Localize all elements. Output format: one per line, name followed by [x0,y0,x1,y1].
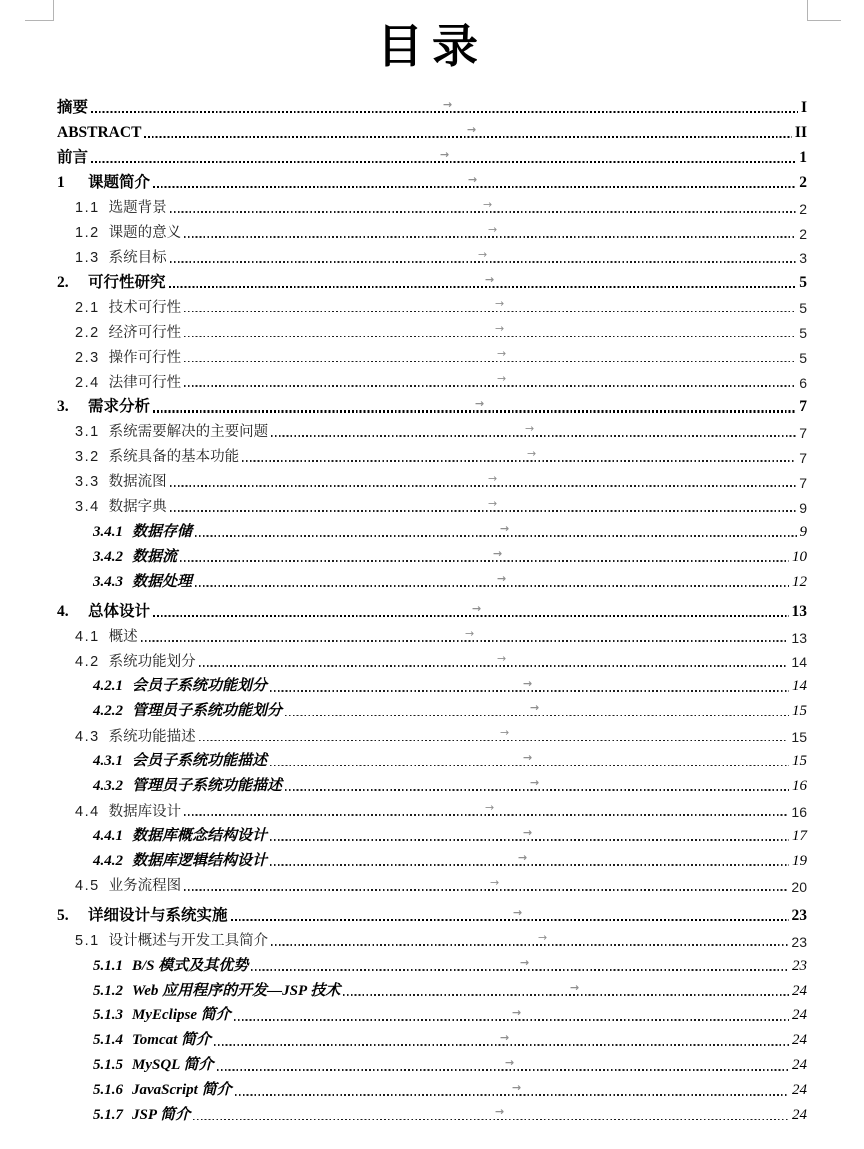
dot-leader [169,267,797,292]
tab-mark-icon: → [440,147,450,161]
toc-entry-label: 数据处理 [132,573,193,590]
toc-entry-page: I [800,99,807,117]
toc-entry-number: 3.3 [75,474,100,491]
toc-entry[interactable] [57,596,807,621]
tab-mark-icon: → [518,851,528,865]
toc-entry[interactable] [57,292,807,317]
toc-entry[interactable] [57,1075,807,1100]
toc-entry-label: 数据字典 [108,499,167,516]
toc-entry[interactable] [57,795,807,820]
toc-entry-number: 2.4 [75,374,100,391]
toc-entry[interactable] [57,820,807,845]
toc-entry-page: 15 [792,753,807,770]
dot-leader [270,845,789,870]
toc-entry-number: 4.5 [75,878,100,895]
tab-mark-icon: → [500,1030,510,1044]
toc-entry-number: 1.2 [75,224,100,241]
toc-entry-label: 前言 [57,149,89,166]
toc-entry-page: 23 [792,957,807,974]
tab-mark-icon: → [467,122,477,136]
tab-mark-icon: → [520,955,530,969]
tab-mark-icon: → [495,297,505,311]
toc-entry-page: 15 [792,703,807,720]
toc-entry-number: 3. [57,398,69,416]
tab-mark-icon: → [500,521,510,535]
toc-entry-page: 24 [792,982,807,999]
toc-entry-label: 系统具备的基本功能 [108,449,240,466]
toc-entry-label: 概述 [108,628,138,645]
toc-entry-number: 3.4.1 [93,523,123,540]
toc-entry-page: 20 [791,878,807,895]
toc-entry-number: 3.1 [75,424,100,441]
toc-entry-number: 3.4.3 [93,573,123,590]
toc-entry-page: 13 [791,629,807,646]
dot-leader [193,1100,789,1125]
dot-leader [170,466,797,491]
toc-entry-page: 24 [792,1082,807,1099]
tab-mark-icon: → [497,347,507,361]
toc-entry[interactable] [57,1100,807,1125]
toc-entry-label: 可行性研究 [88,273,166,291]
toc-entry-page: 24 [792,1057,807,1074]
tab-mark-icon: → [523,676,533,690]
toc-entry-page: 14 [791,654,807,671]
dot-leader [343,975,789,1000]
toc-entry-number: 2.3 [75,349,100,366]
toc-entry[interactable] [57,1000,807,1025]
toc-entry-label: 数据流图 [108,474,167,491]
toc-entry-label: MyEclipse 简介 [132,1007,231,1024]
tab-mark-icon: → [538,930,548,944]
tab-mark-icon: → [530,776,540,790]
toc-entry-page: 5 [799,325,807,342]
toc-entry-label: 课题的意义 [108,224,182,241]
tab-mark-icon: → [530,701,540,715]
toc-entry-label: 详细设计与系统实施 [88,907,228,925]
toc-entry-page: 1 [799,149,807,166]
dot-leader [153,596,788,621]
toc-entry-page: 6 [799,375,807,392]
toc-entry[interactable] [57,845,807,870]
toc-entry[interactable] [57,192,807,217]
tab-mark-icon: → [527,447,537,461]
dot-leader [184,316,796,341]
toc-entry-number: 5.1 [75,933,100,950]
toc-entry-page: 16 [791,804,807,821]
dot-leader [184,870,788,895]
tab-mark-icon: → [495,1105,505,1119]
toc-entry-label: 系统目标 [108,249,167,266]
toc-entry-page: 7 [799,449,807,466]
toc-entry-number: 4.3.1 [93,753,123,770]
toc-entry[interactable] [57,621,807,646]
toc-entry-label: JSP 简介 [132,1107,191,1124]
tab-mark-icon: → [488,472,498,485]
toc-entry-label: 系统功能描述 [108,728,196,745]
toc-entry-number: 4.4.1 [93,827,123,844]
toc-entry-label: 摘要 [57,99,89,117]
toc-entry-page: 5 [799,273,807,291]
dot-leader [180,541,789,566]
toc-entry-page: II [794,124,807,142]
toc-entry[interactable] [57,466,807,491]
toc-entry-number: 4. [57,602,69,620]
tab-mark-icon: → [465,626,475,640]
toc-entry-number: 5.1.7 [93,1107,123,1124]
toc-entry[interactable] [57,975,807,1000]
dot-leader [184,366,796,391]
toc-entry-page: 23 [791,933,807,950]
tab-mark-icon: → [523,826,533,840]
toc-entry[interactable] [57,671,807,696]
toc-entry[interactable] [57,516,807,541]
toc-entry-label: 课题简介 [88,173,151,191]
tab-mark-icon: → [497,372,507,386]
tab-mark-icon: → [472,601,482,615]
toc-entry-page: 7 [799,425,807,442]
toc-entry-page: 10 [792,548,807,565]
toc-entry-label: 技术可行性 [108,299,182,316]
toc-entry[interactable] [57,870,807,895]
toc-entry[interactable] [57,416,807,441]
toc-entry-label: ABSTRACT [57,124,142,142]
toc-entry-label: 系统需要解决的主要问题 [108,424,269,441]
toc-entry-page: 5 [799,300,807,317]
toc-list [57,92,807,1124]
toc-entry[interactable] [57,1050,807,1075]
toc-entry-label: 数据库概念结构设计 [132,827,268,844]
toc-entry-page: 24 [792,1107,807,1124]
dot-leader [170,491,797,516]
toc-entry[interactable] [57,900,807,925]
toc-entry-page: 2 [799,200,807,217]
dot-leader [195,516,796,541]
toc-entry-label: 业务流程图 [108,878,182,895]
toc-entry-number: 3.4 [75,499,100,516]
toc-entry-label: Web 应用程序的开发—JSP 技术 [132,982,341,999]
toc-entry[interactable] [57,92,807,117]
tab-mark-icon: → [497,571,507,585]
toc-entry-page: 7 [799,474,807,491]
toc-entry[interactable] [57,341,807,366]
tab-mark-icon: → [475,397,485,411]
toc-entry-label: 管理员子系统功能描述 [132,778,283,794]
toc-entry-number: 3.4.2 [93,548,123,565]
tab-mark-icon: → [468,172,478,186]
toc-entry[interactable] [57,167,807,192]
toc-entry-page: 17 [792,827,807,844]
toc-entry-number: 5.1.5 [93,1057,123,1074]
toc-entry-label: 会员子系统功能描述 [132,753,268,770]
toc-entry[interactable] [57,217,807,242]
toc-entry-number: 5.1.2 [93,982,123,999]
toc-entry-page: 9 [799,499,807,516]
toc-entry-number: 4.1 [75,628,100,645]
tab-mark-icon: → [485,801,495,815]
toc-entry-number: 4.4.2 [93,852,123,869]
toc-entry-page: 12 [792,573,807,590]
toc-entry-page: 19 [792,852,807,869]
toc-entry-page: 24 [792,1032,807,1049]
toc-entry-page: 2 [799,173,807,191]
toc-entry[interactable] [57,770,807,795]
toc-entry[interactable] [57,391,807,416]
toc-entry[interactable] [57,366,807,391]
toc-entry-page: 2 [799,225,807,242]
toc-entry-number: 4.4 [75,803,100,820]
tab-mark-icon: → [497,651,507,665]
toc-entry[interactable] [57,242,807,267]
toc-entry-label: 数据库逻辑结构设计 [132,852,268,869]
tab-mark-icon: → [483,197,493,211]
toc-entry-number: 4.2.2 [93,703,123,720]
toc-entry[interactable] [57,696,807,721]
toc-entry-label: MySQL 简介 [132,1057,214,1074]
toc-entry-label: 需求分析 [88,398,151,416]
toc-entry-number: 1 [57,173,65,191]
toc-entry-page: 14 [792,678,807,695]
toc-entry-label: 经济可行性 [108,324,182,341]
toc-entry-number: 5.1.6 [93,1082,123,1099]
toc-entry-number: 5.1.4 [93,1032,123,1049]
toc-entry-number: 5.1.3 [93,1007,123,1024]
toc-entry-label: 数据流 [132,548,178,565]
toc-entry[interactable] [57,720,807,745]
toc-entry-label: 数据库设计 [108,803,182,820]
dot-leader [217,1050,789,1075]
dot-leader [199,646,789,671]
toc-entry[interactable] [57,491,807,516]
dot-leader [231,900,789,925]
tab-mark-icon: → [488,496,498,510]
toc-entry-label: JavaScript 简介 [132,1082,232,1099]
toc-entry-page: 9 [799,523,807,540]
toc-entry[interactable] [57,745,807,770]
toc-entry[interactable] [57,142,807,167]
toc-entry-page: 13 [791,602,807,620]
dot-leader [271,925,788,950]
toc-entry-page: 24 [792,1007,807,1024]
toc-entry-page: 7 [799,398,807,416]
tab-mark-icon: → [485,272,495,286]
toc-entry-number: 4.3.2 [93,778,123,794]
toc-entry-label: B/S 模式及其优势 [132,957,249,974]
toc-entry[interactable] [57,925,807,950]
tab-mark-icon: → [513,905,523,919]
toc-entry-number: 2.2 [75,324,100,341]
tab-mark-icon: → [443,97,453,111]
toc-entry-number: 1.3 [75,249,100,266]
dot-leader [199,720,789,745]
toc-entry-label: 设计概述与开发工具简介 [108,933,269,950]
tab-mark-icon: → [570,980,580,994]
tab-mark-icon: → [505,1055,515,1069]
toc-entry-number: 1.1 [75,200,100,217]
tab-mark-icon: → [523,751,533,765]
toc-entry[interactable] [57,566,807,591]
toc-entry-label: 操作可行性 [108,349,182,366]
tab-mark-icon: → [493,546,503,560]
toc-entry-number: 2.1 [75,299,100,316]
tab-mark-icon: → [512,1005,522,1019]
dot-leader [195,566,789,591]
toc-entry-number: 5. [57,907,69,925]
dot-leader [242,441,796,466]
tab-mark-icon: → [500,726,510,740]
toc-entry-page: 23 [791,907,807,925]
toc-entry-page: 5 [799,350,807,367]
tab-mark-icon: → [512,1080,522,1094]
toc-entry[interactable] [57,441,807,466]
toc-entry-label: 数据存储 [132,523,193,540]
toc-entry[interactable] [57,1025,807,1050]
toc-entry-label: 总体设计 [88,602,151,620]
toc-entry[interactable] [57,316,807,341]
toc-entry-label: 法律可行性 [108,374,182,391]
dot-leader [184,292,796,317]
toc-entry-number: 5.1.1 [93,957,123,974]
toc-entry-label: 选题背景 [108,200,167,217]
tab-mark-icon: → [490,876,500,889]
toc-entry-label: 系统功能划分 [108,653,196,670]
toc-entry-label: Tomcat 简介 [132,1032,212,1049]
toc-entry[interactable] [57,267,807,292]
toc-entry[interactable] [57,117,807,142]
toc-entry[interactable] [57,950,807,975]
toc-entry-page: 16 [792,778,807,794]
toc-entry-page: 15 [791,729,807,746]
tab-mark-icon: → [488,222,498,236]
toc-entry-label: 会员子系统功能划分 [132,678,268,695]
toc-entry-number: 3.2 [75,449,100,466]
toc-entry-number: 4.2 [75,653,100,670]
tab-mark-icon: → [495,322,505,336]
tab-mark-icon: → [478,247,488,261]
page-title: 目录 [377,21,487,72]
toc-entry-number: 2. [57,273,69,291]
toc-entry-page: 3 [799,250,807,267]
dot-leader [184,341,796,366]
toc-entry-number: 4.3 [75,728,100,745]
toc-entry-number: 4.2.1 [93,678,123,695]
tab-mark-icon: → [525,422,535,436]
toc-entry[interactable] [57,541,807,566]
toc-entry-label: 管理员子系统功能划分 [132,703,283,720]
toc-entry[interactable] [57,646,807,671]
